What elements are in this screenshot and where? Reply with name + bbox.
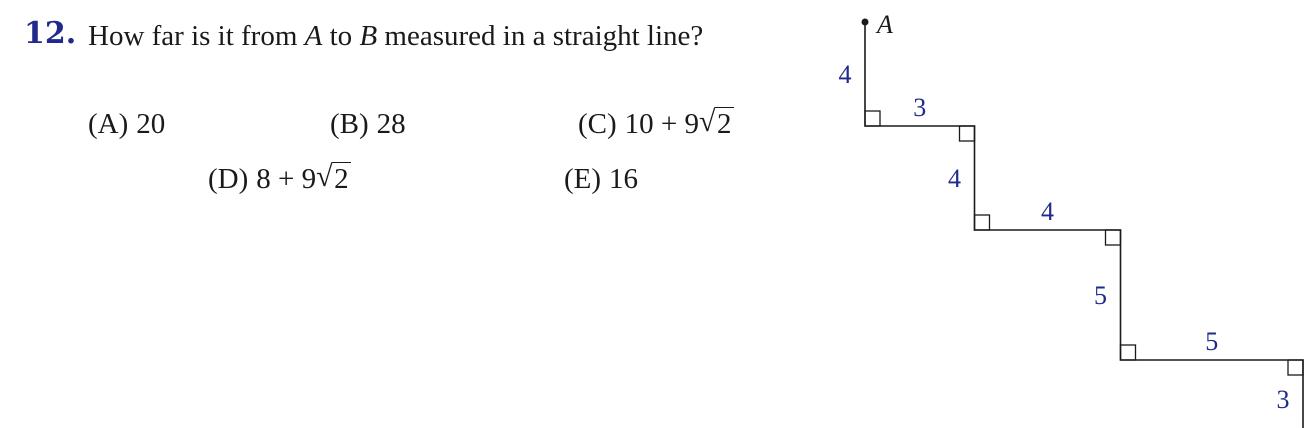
question-number: 12. (24, 16, 77, 51)
question-text-part-1: How far is it from (88, 20, 305, 52)
segment-label: 3 (913, 93, 927, 122)
segment-label: 5 (1205, 327, 1219, 356)
right-angle-marker (1288, 360, 1303, 375)
segment-labels (839, 60, 1290, 414)
question-text-part-3: measured in a straight line? (377, 20, 704, 52)
choice-c-prefix: 10 + 9 (624, 108, 700, 140)
right-angle-marker (975, 215, 990, 230)
choice-b-label: (B) (330, 108, 369, 140)
point-a-ref: A (304, 20, 323, 52)
segment-label: 3 (1276, 385, 1290, 414)
choice-a-value: 20 (136, 108, 166, 140)
choice-c-label: (C) (578, 108, 617, 140)
staircase-path (865, 22, 1303, 428)
point-b-ref: B (359, 20, 378, 52)
sqrt-symbol: √ 2 (699, 105, 732, 140)
choice-a-label: (A) (88, 108, 129, 140)
right-angle-marker (960, 126, 975, 141)
question-text-part-2: to (322, 20, 360, 52)
right-angle-marker (865, 111, 880, 126)
point-a-dot (862, 19, 869, 26)
sqrt-symbol: √ 2 (316, 160, 349, 195)
segment-label: 4 (1041, 197, 1054, 226)
choice-d-prefix: 8 + 9 (256, 163, 317, 195)
right-angle-marker (1121, 345, 1136, 360)
choice-c-radicand: 2 (717, 108, 732, 140)
choice-d-label: (D) (208, 163, 249, 195)
choice-d-radicand: 2 (334, 163, 349, 195)
right-angle-marker (1106, 230, 1121, 245)
right-angle-markers (865, 111, 1303, 375)
choice-b-value: 28 (376, 108, 406, 140)
segment-label: 4 (948, 164, 961, 193)
choice-e-value: 16 (609, 163, 639, 195)
segment-label: 4 (838, 60, 852, 89)
point-a-label: A (877, 10, 893, 39)
choice-e-label: (E) (564, 163, 602, 195)
segment-label: 5 (1094, 281, 1107, 310)
